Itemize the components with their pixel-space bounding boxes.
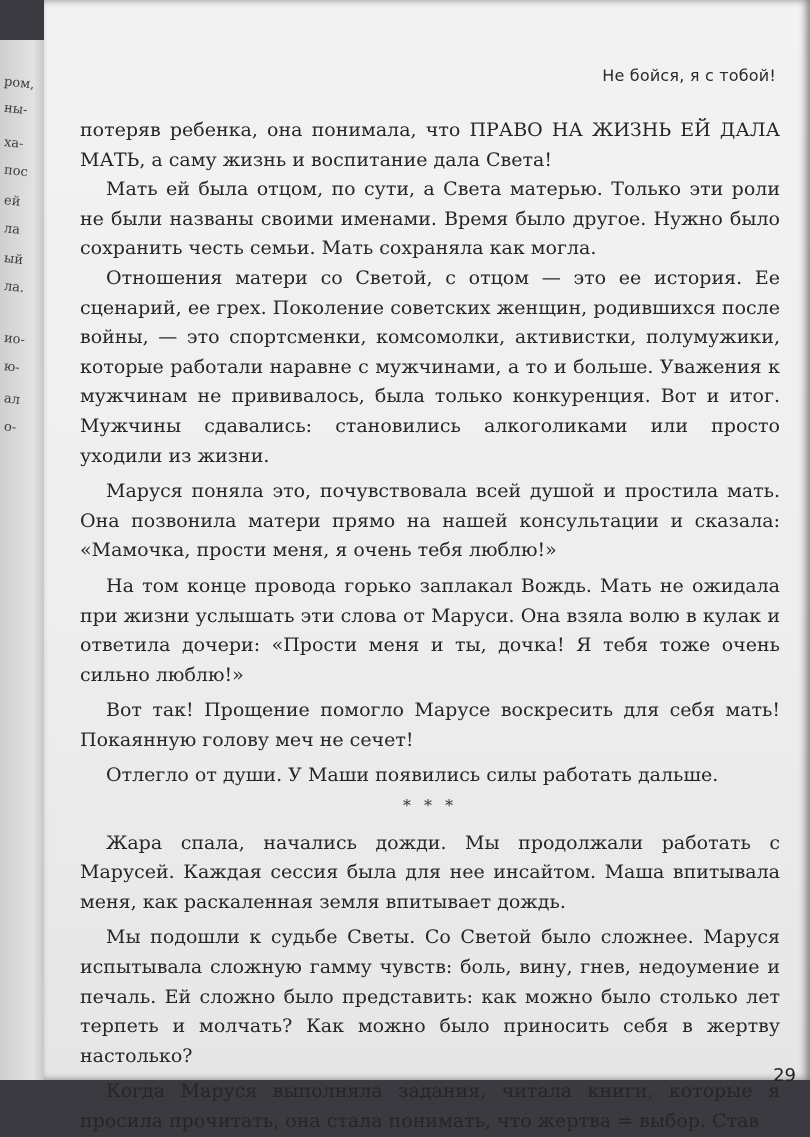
paragraph: Жара спала, начались дожди. Мы продолжали работать с Марусей. Каждая сессия была для нее инсайтом. Маша впитывала меня, как раскаленная земля впитывает дождь. <box>80 831 780 913</box>
left-page-fragment: ый <box>3 251 24 268</box>
paragraph: Когда Маруся выполняла задания, читала книги, которые я просила прочитать, она стала понимать, что жертва = выбор. Став <box>80 1080 780 1132</box>
paragraph: Мать ей была отцом, по сути, а Света матерью. Только эти роли не были названы своими именами. Время было другое. Нужно было сохранить честь семьи. Мать сохраняла как могла. <box>80 178 780 260</box>
page-number: 29 <box>773 1065 796 1086</box>
paragraph: Отлегло от души. У Маши появились силы работать дальше. <box>106 764 719 787</box>
left-page-fragment: ал <box>3 391 21 408</box>
left-page-fragment: ио- <box>3 330 26 349</box>
left-page-fragment: ей <box>3 193 22 210</box>
left-page-fragment: ны- <box>3 100 29 119</box>
left-page-fragment: ха- <box>3 135 25 152</box>
left-page-fragment: ю- <box>3 359 21 376</box>
left-page-fragment: ла. <box>3 278 25 297</box>
left-page-fragment: пос <box>3 162 29 181</box>
body-text <box>80 116 780 1137</box>
paragraph: потеряв ребенка, она понимала, что ПРАВО НА ЖИЗНЬ ЕЙ ДАЛА МАТЬ, а саму жизнь и воспитание дала Света! <box>80 119 780 171</box>
paragraph: На том конце провода горько заплакал Вождь. Мать не ожидала при жизни услышать эти слова от Маруси. Она взяла волю в кулак и ответила дочери: «Прости меня и ты, дочка! Я тебя тоже очень сильно люблю!» <box>80 574 780 686</box>
paragraph: Отношения матери со Светой, с отцом — это ее история. Ее сценарий, ее грех. Поколение советских женщин, родившихся после войны, — это спортсменки, комсомолки, активистки, полумужики, которые работали наравне с мужчинами, а то и больше. Уважения к мужчинам не прививалось, была только конкуренция. Вот и итог. Мужчины сдавались: становились алкоголиками или просто уходили из жизни. <box>80 266 780 467</box>
left-page-fragment: о- <box>3 419 17 436</box>
left-page-edge <box>0 40 48 1080</box>
paragraph: Мы подошли к судьбе Светы. Со Светой было сложнее. Маруся испытывала сложную гамму чувств: боль, вину, гнев, недоумение и печаль. Ей сложно было представить: как можно было столько лет терпеть и молчать? Как можно было приносить себя в жертву настолько? <box>80 926 780 1067</box>
running-title: Не бойся, я с тобой! <box>602 66 776 85</box>
book-page <box>44 0 810 1132</box>
left-page-fragment: ла <box>3 221 21 238</box>
section-separator: * * * <box>402 796 458 816</box>
paragraph: Маруся поняла это, почувствовала всей душой и простила мать. Она позвонила матери прямо на нашей консультации и сказала: «Мамочка, прости меня, я очень тебя люблю!» <box>80 480 780 562</box>
paragraph: Вот так! Прощение помогло Марусе воскресить для себя мать! Покаянную голову меч не сечет! <box>80 699 780 751</box>
left-page-fragment: ром, <box>3 74 36 93</box>
